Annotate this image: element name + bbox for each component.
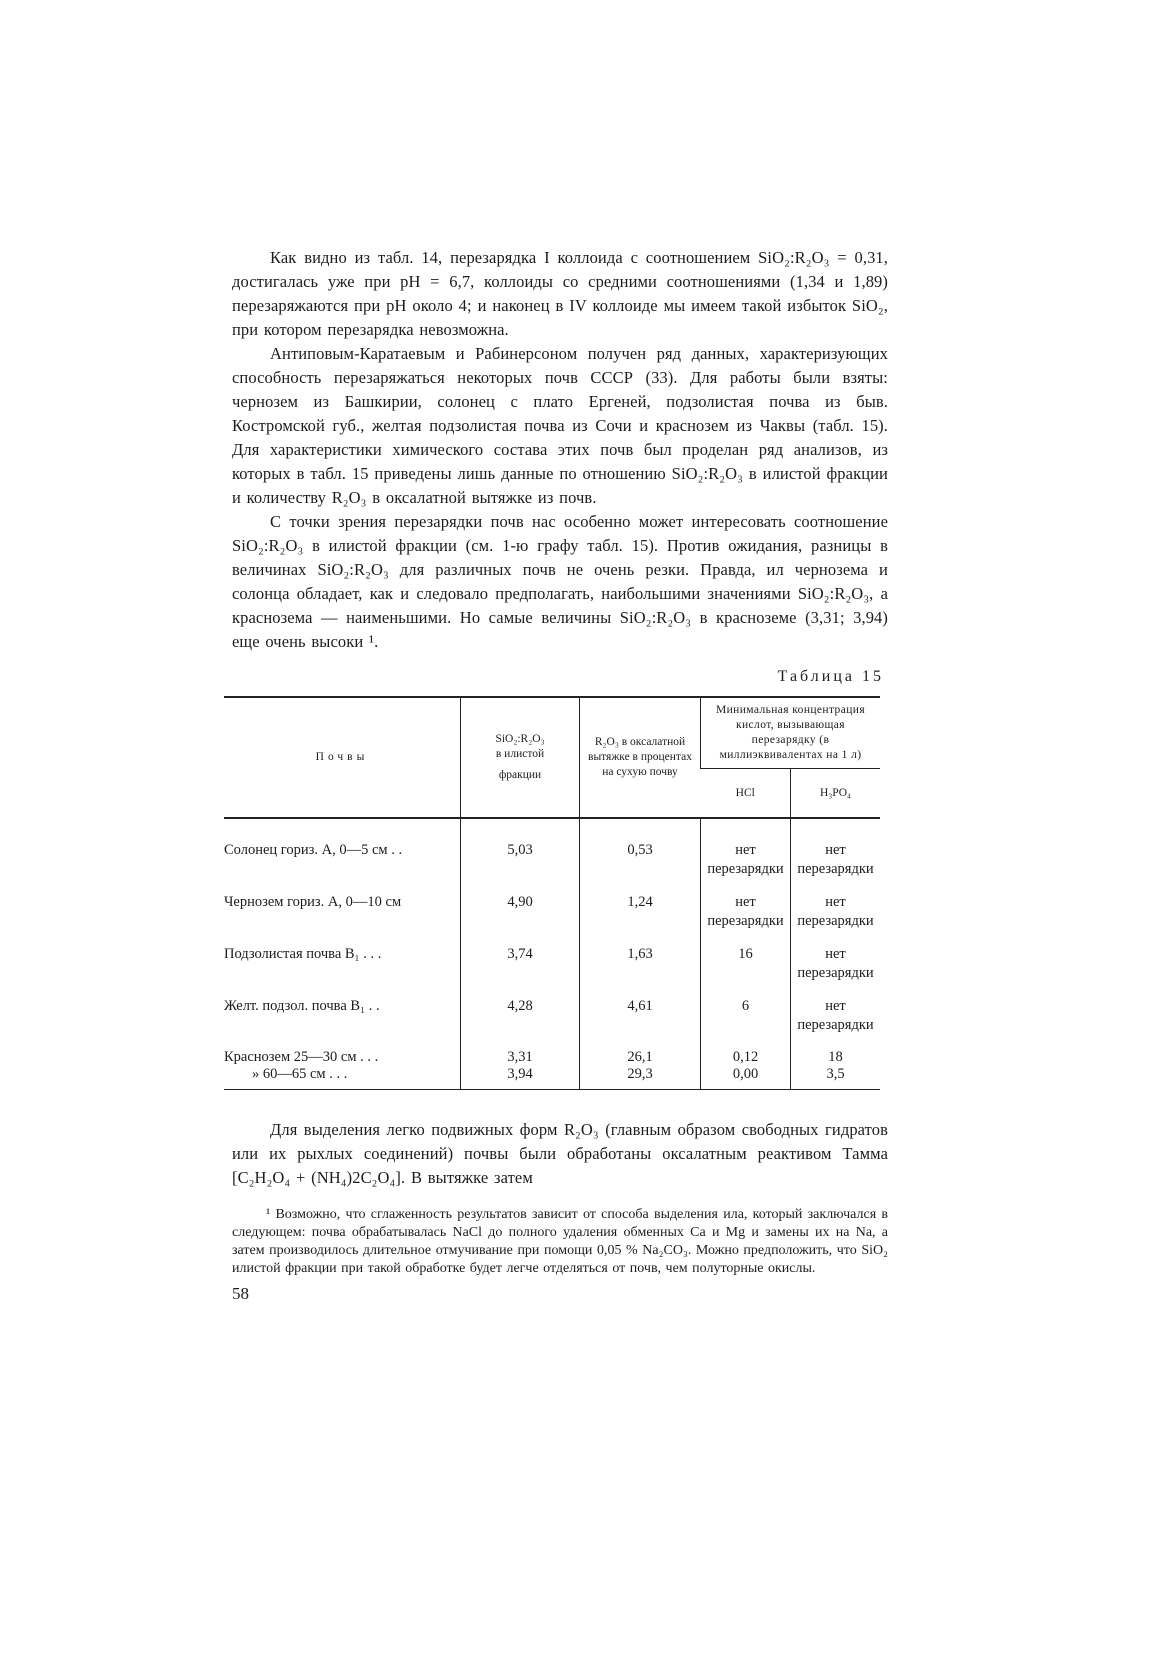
header-sio2-ratio bbox=[461, 697, 580, 818]
cell-sio2: 5,03 bbox=[461, 841, 580, 879]
cell-r2o3: 26,1 bbox=[580, 1049, 701, 1066]
cell-h3po4: 18 bbox=[791, 1049, 881, 1066]
cell-soil: Подзолистая почва B₁ . . . bbox=[224, 946, 382, 962]
table-row bbox=[224, 893, 880, 931]
header-sio2-line3: фракции bbox=[498, 769, 542, 781]
cell-hcl: 0,00 bbox=[701, 1066, 791, 1090]
cell-h3po4: нет перезарядки bbox=[791, 893, 881, 931]
header-r2o3-oxalate: R₂O₃ в оксалатной вытяжке в процентах на сухую почву bbox=[580, 697, 701, 818]
cell-r2o3: 1,63 bbox=[580, 945, 701, 983]
table-row bbox=[224, 945, 880, 983]
cell-sio2: 3,31 bbox=[461, 1049, 580, 1066]
cell-sio2: 4,28 bbox=[461, 997, 580, 1035]
header-hcl: HCl bbox=[701, 769, 791, 819]
footnote: ¹ Возможно, что сглаженность результатов зависит от способа выделения ила, который заключался в следующем: почва обрабатывалась NaCl до полного удаления обменных Ca и Mg и замены их на Na, а затем производилось длительное отмучивание при помощи 0,05 % Na₂CO₃. Можно предположить, что SiO₂ илистой фракции при такой обработке будет легче отделяться от почв, чем полуторные окислы. bbox=[232, 1207, 888, 1276]
header-sio2-line2: в илистой bbox=[495, 748, 545, 760]
cell-r2o3: 0,53 bbox=[580, 841, 701, 879]
page-body bbox=[224, 246, 888, 1304]
cell-soil: » 60—65 см . . . bbox=[224, 1066, 461, 1090]
cell-soil: Солонец гориз. A, 0—5 см . . bbox=[224, 842, 403, 858]
cell-r2o3: 29,3 bbox=[580, 1066, 701, 1090]
table-row bbox=[224, 841, 880, 879]
cell-hcl: нет перезарядки bbox=[701, 841, 791, 879]
paragraph-1: Как видно из табл. 14, перезарядка I коллоида с соотношением SiO₂:R₂O₃ = 0,31, достигалась уже при pH = 6,7, коллоиды со средними соотношениями (1,34 и 1,89) перезаряжаются при pH около 4; и наконец в IV коллоиде мы имеем такой избыток SiO₂, при котором перезарядка невозможна. bbox=[232, 248, 888, 339]
header-sio2-line1: SiO₂:R₂O₃ bbox=[495, 733, 545, 745]
cell-hcl: 16 bbox=[701, 945, 791, 983]
cell-h3po4: нет перезарядки bbox=[791, 841, 881, 879]
cell-r2o3: 1,24 bbox=[580, 893, 701, 931]
data-table bbox=[224, 696, 880, 1090]
table-row bbox=[224, 1066, 880, 1090]
table-row bbox=[224, 1049, 880, 1066]
paragraph-2: Антиповым-Каратаевым и Рабинерсоном получен ряд данных, характеризующих способность перезаряжаться некоторых почв СССР (33). Для работы были взяты: чернозем из Башкирии, солонец с плато Ергеней, подзолистая почва из быв. Костромской губ., желтая подзолистая почва из Сочи и краснозем из Чаквы (табл. 15). Для характеристики химического состава этих почв был проделан ряд анализов, из которых в табл. 15 приведены лишь данные по отношению SiO₂:R₂O₃ в илистой фракции и количеству R₂O₃ в оксалатной вытяжке из почв. bbox=[232, 344, 888, 507]
cell-sio2: 3,94 bbox=[461, 1066, 580, 1090]
table-caption: Таблица 15 bbox=[777, 668, 884, 685]
cell-hcl: нет перезарядки bbox=[701, 893, 791, 931]
cell-soil: Чернозем гориз. A, 0—10 см bbox=[224, 894, 402, 910]
page-number: 58 bbox=[232, 1284, 249, 1303]
cell-r2o3: 4,61 bbox=[580, 997, 701, 1035]
cell-h3po4: нет перезарядки bbox=[791, 997, 881, 1035]
table-row bbox=[224, 997, 880, 1035]
cell-soil: Краснозем 25—30 см . . . bbox=[224, 1049, 379, 1065]
cell-h3po4: 3,5 bbox=[791, 1066, 881, 1090]
header-h3po4: H₃PO₄ bbox=[791, 769, 881, 819]
cell-soil: Желт. подзол. почва B₁ . . bbox=[224, 998, 380, 1014]
header-min-acid-concentration: Минимальная концентрация кислот, вызывающая перезарядку (в миллиэквивалентах на 1 л) bbox=[701, 697, 881, 769]
cell-h3po4: нет перезарядки bbox=[791, 945, 881, 983]
cell-sio2: 4,90 bbox=[461, 893, 580, 931]
cell-hcl: 0,12 bbox=[701, 1049, 791, 1066]
paragraph-3: С точки зрения перезарядки почв нас особенно может интересовать соотношение SiO₂:R₂O₃ в илистой фракции (см. 1-ю графу табл. 15). Против ожидания, разницы в величинах SiO₂:R₂O₃ для различных почв не очень резки. Правда, ил чернозема и солонца обладает, как и следовало предполагать, наибольшими значениями SiO₂:R₂O₃, а краснозема — наименьшими. Но самые величины SiO₂:R₂O₃ в красноземе (3,31; 3,94) еще очень высоки ¹. bbox=[232, 512, 888, 651]
cell-sio2: 3,74 bbox=[461, 945, 580, 983]
paragraph-after-table: Для выделения легко подвижных форм R₂O₃ (главным образом свободных гидратов или их рыхлых соединений) почвы были обработаны оксалатным реактивом Тамма [C₂H₂O₄ + (NH₄)2C₂O₄]. В вытяжке затем bbox=[232, 1120, 888, 1187]
cell-hcl: 6 bbox=[701, 997, 791, 1035]
header-soils: Почвы bbox=[224, 697, 461, 818]
